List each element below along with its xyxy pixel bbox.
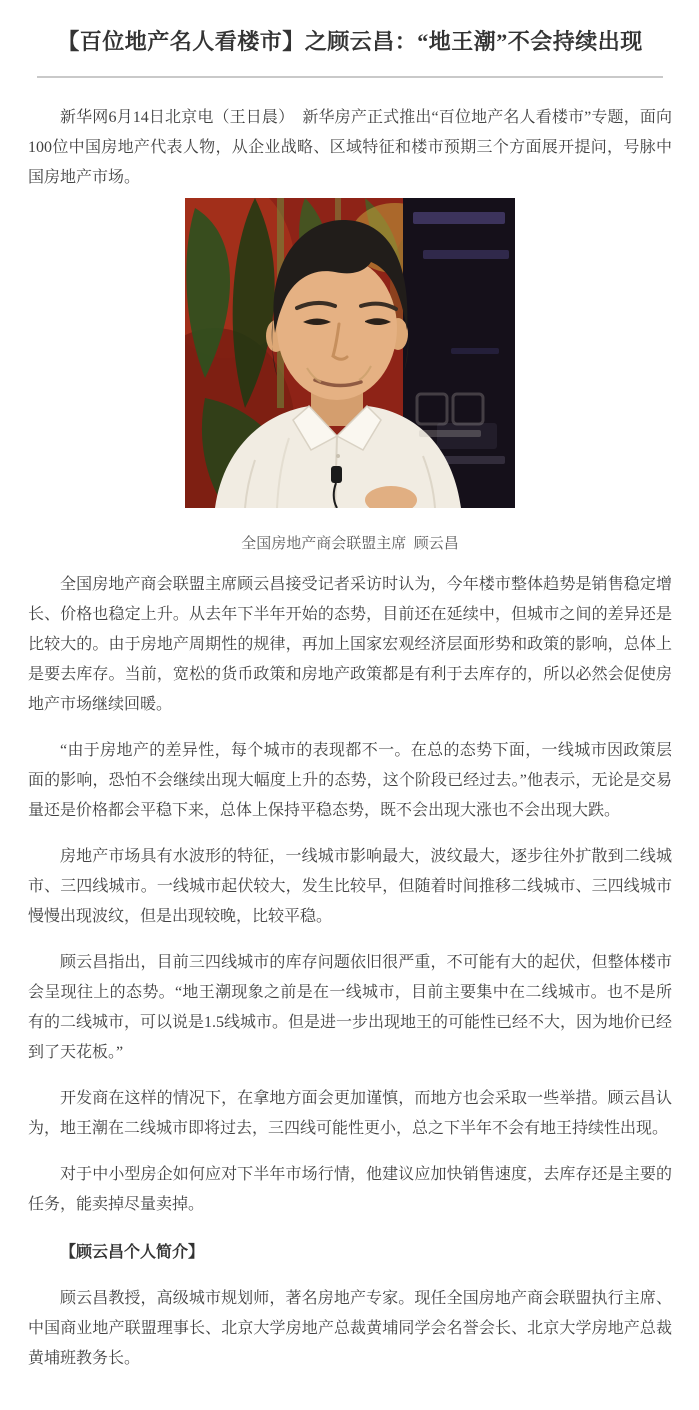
article-intro-paragraph: 新华网6月14日北京电（王日晨） 新华房产正式推出“百位地产名人看楼市”专题，面向100位中国房地产代表人物，从企业战略、区域特征和楼市预期三个方面展开提问，号脉中国房地产市场。: [28, 109, 672, 186]
article-paragraph: 顾云昌指出，目前三四线城市的库存问题依旧很严重，不可能有大的起伏，但整体楼市会呈现往上的态势。“地王潮现象之前是在一线城市，目前主要集中在二线城市。也不是所有的二线城市，可以说是1.5线城市。但是进一步出现地王的可能性已经不大，因为地价已经到了天花板。”: [28, 954, 673, 1061]
article-paragraph: “由于房地产的差异性，每个城市的表现都不一。在总的态势下面，一线城市因政策层面的影响，恐怕不会继续出现大幅度上升的态势，这个阶段已经过去。”他表示，无论是交易量还是价格都会平稳下来，总体上保持平稳态势，既不会出现大涨也不会出现大跌。: [28, 742, 672, 819]
article-body: [28, 570, 672, 1220]
article-paragraph: 全国房地产商会联盟主席顾云昌接受记者采访时认为，今年楼市整体趋势是销售稳定增长、价格也稳定上升。从去年下半年开始的态势，目前还在延续中，但城市之间的差异还是比较大的。由于房地产周期性的规律，再加上国家宏观经济层面形势和政策的影响，总体上是要去库存。当前，宽松的货币政策和房地产政策都是有利于去库存的，所以必然会促使房地产市场继续回暖。: [28, 576, 672, 713]
bio-section-heading: 【顾云昌个人简介】: [60, 1244, 205, 1261]
article-page: [0, 27, 699, 1410]
portrait-photo: [185, 198, 515, 508]
title-divider: [37, 76, 663, 78]
bio-paragraph: 顾云昌教授，高级城市规划师，著名房地产专家。现任全国房地产商会联盟执行主席、中国商业地产联盟理事长、北京大学房地产总裁黄埔同学会名誉会长、北京大学房地产总裁黄埔班教务长。: [28, 1290, 672, 1367]
article-paragraph: 开发商在这样的情况下，在拿地方面会更加谨慎，而地方也会采取一些举措。顾云昌认为，地王潮在二线城市即将过去，三四线可能性更小，总之下半年不会有地王持续性出现。: [28, 1090, 672, 1137]
article-paragraph: 对于中小型房企如何应对下半年市场行情，他建议应加快销售速度，去库存还是主要的任务，能卖掉尽量卖掉。: [28, 1166, 672, 1213]
photo-caption: 全国房地产商会联盟主席 顾云昌: [241, 536, 459, 552]
article-photo-figure: [185, 198, 515, 554]
article-title: 【百位地产名人看楼市】之顾云昌：“地王潮”不会持续出现: [57, 29, 643, 54]
article-paragraph: 房地产市场具有水波形的特征，一线城市影响最大，波纹最大，逐步往外扩散到二线城市、三四线城市。一线城市起伏较大，发生比较早，但随着时间推移二线城市、三四线城市慢慢出现波纹，但是出现较晚，比较平稳。: [28, 848, 672, 925]
article-container: [0, 27, 699, 1410]
